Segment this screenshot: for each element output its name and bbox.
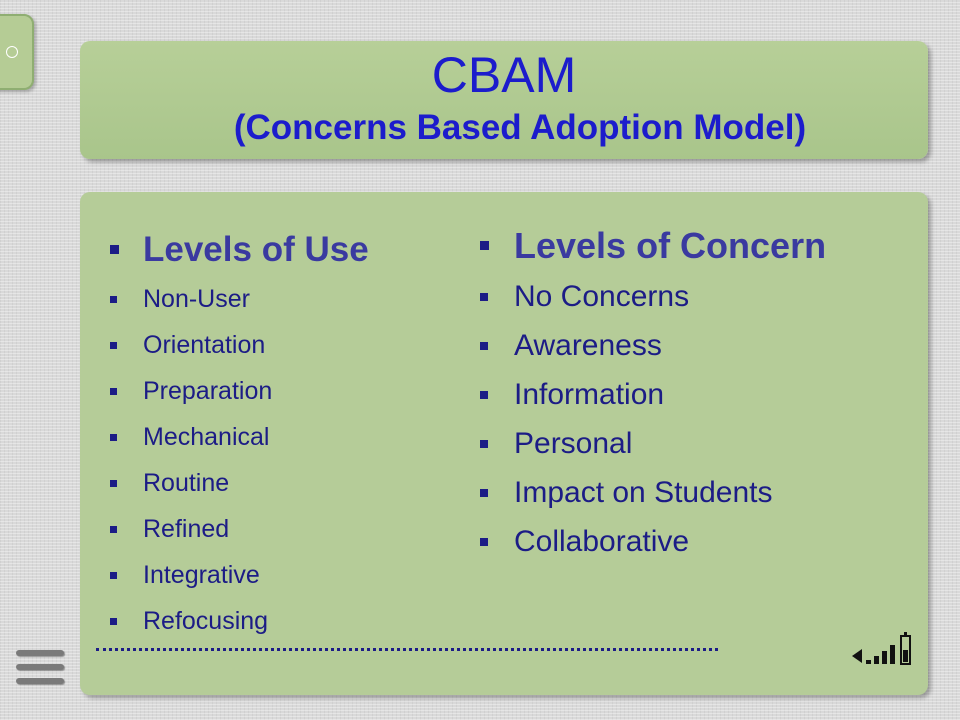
menu-bar [16,664,64,670]
bullet-icon [480,391,488,399]
list-item-label: Preparation [143,377,273,405]
bullet-icon [110,388,117,395]
bullet-icon [480,342,488,350]
menu-bar [16,678,64,684]
bullet-icon [480,241,489,250]
signal-strength-icon [850,630,916,670]
bullet-icon [110,296,117,303]
list-item-label: Refined [143,515,230,543]
list-item [480,468,826,517]
list-item [110,506,369,552]
content-panel [80,192,928,695]
hamburger-menu-icon[interactable] [16,646,66,688]
list-item [110,598,369,644]
list-item-label: Personal [514,427,633,460]
list-item-label: Integrative [143,561,260,589]
list-item-label: No Concerns [514,280,690,313]
bullet-icon [480,293,488,301]
list-item [110,368,369,414]
list-item [480,321,826,370]
slide-title: CBAM [431,47,577,103]
menu-bar [16,650,64,656]
bullet-icon [110,434,117,441]
levels-of-concern-list [480,220,826,566]
list-item-label: Awareness [514,329,662,362]
dotted-divider [96,648,718,651]
list-item [480,370,826,419]
list-item [110,460,369,506]
list-item-label: Collaborative [514,525,690,558]
bullet-icon [110,618,117,625]
list-item-label: Non-User [143,285,250,313]
list-item-label: Mechanical [143,423,270,451]
bullet-icon [480,538,488,546]
bullet-icon [480,489,488,497]
list-item [110,322,369,368]
list-item [480,419,826,468]
list-item-label: Routine [143,469,230,497]
bullet-icon [110,526,117,533]
heading-text: Levels of Concern [514,225,827,266]
ring-icon [6,46,18,58]
corner-tab-icon [0,14,34,90]
levels-of-use-list [110,224,369,644]
bullet-icon [110,245,119,254]
bullet-icon [480,440,488,448]
list-item-label: Information [514,378,665,411]
list-item [110,552,369,598]
list-item [110,414,369,460]
bullet-icon [110,572,117,579]
levels-of-use-heading [110,224,369,276]
list-item [480,517,826,566]
levels-of-concern-heading [480,220,826,272]
bullet-icon [110,480,117,487]
list-item [480,272,826,321]
slide-subtitle: (Concerns Based Adoption Model) [233,108,807,147]
list-item [110,276,369,322]
heading-text: Levels of Use [143,230,369,269]
bullet-icon [110,342,117,349]
list-item-label: Impact on Students [514,476,773,509]
list-item-label: Orientation [143,331,266,359]
list-item-label: Refocusing [143,607,269,635]
